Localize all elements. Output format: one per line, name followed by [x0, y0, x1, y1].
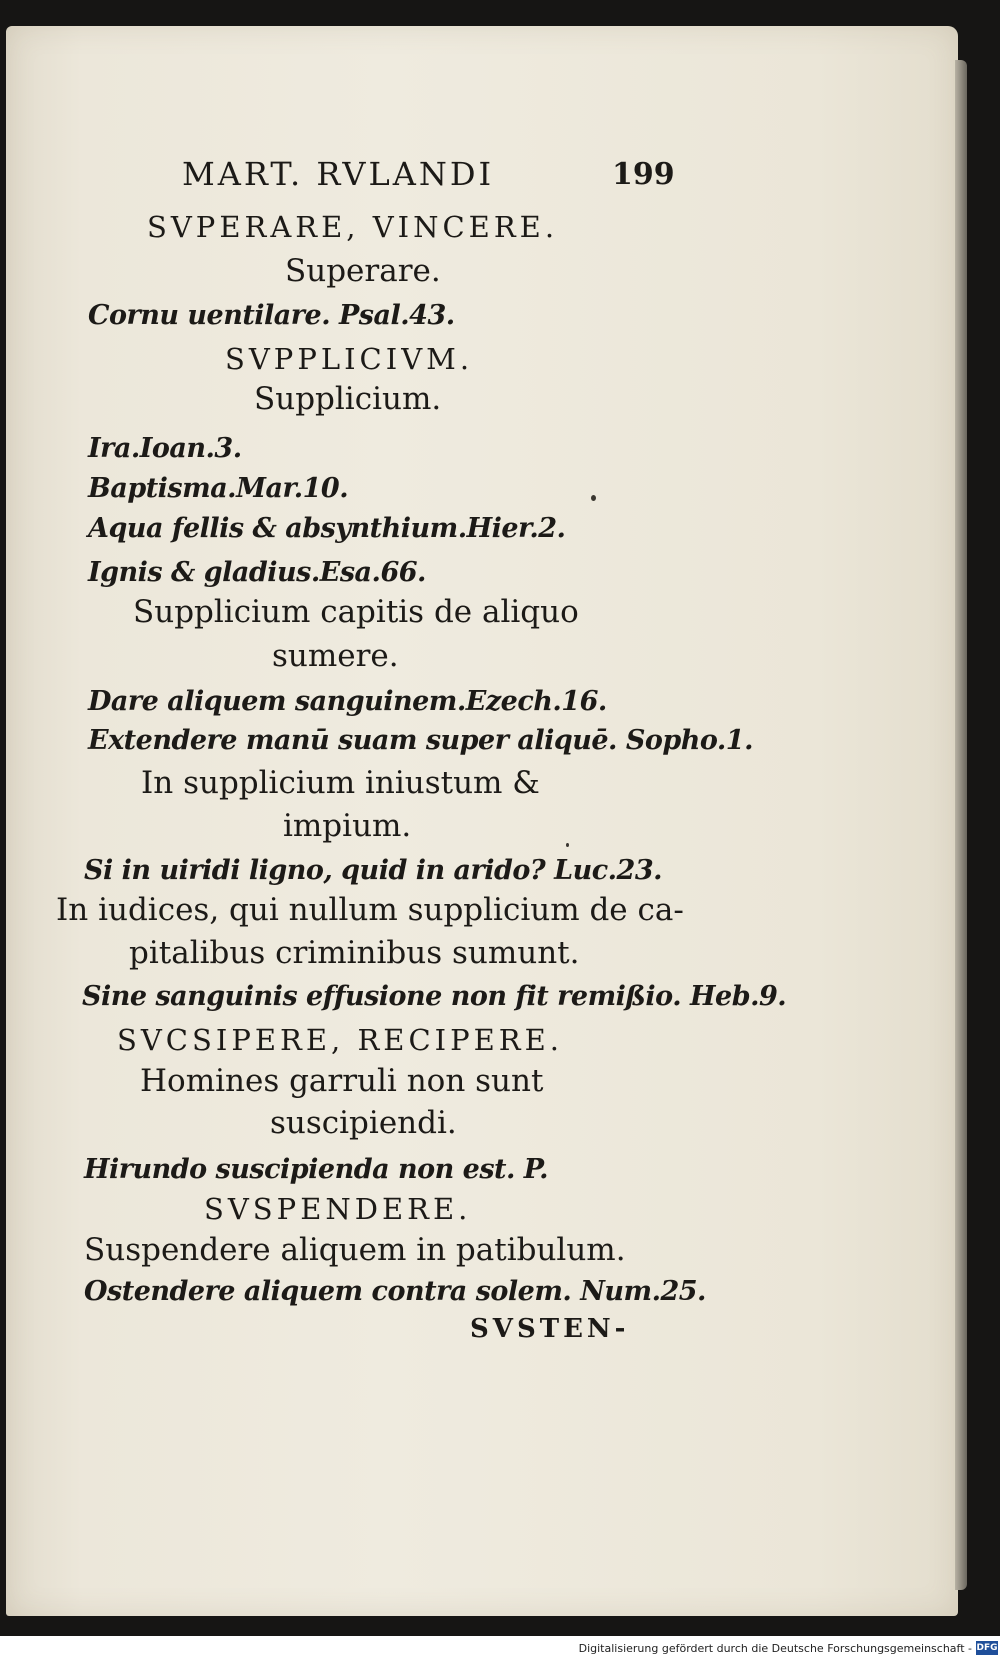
heading-suscipere: SVCSIPERE, RECIPERE. — [117, 1023, 563, 1057]
running-title: MART. RVLANDI — [182, 155, 495, 193]
heading-suspendere: SVSPENDERE. — [204, 1192, 472, 1226]
citation-line: Cornu uentilare. Psal.43. — [88, 300, 455, 331]
heading-superare: SVPERARE, VINCERE. — [147, 210, 559, 244]
heading-supplicium: SVPPLICIVM. — [225, 342, 474, 376]
subheading-superare: Superare. — [285, 253, 441, 289]
subheading-patibulum: Suspendere aliquem in patibulum. — [84, 1232, 626, 1268]
subheading-continued: pitalibus criminibus sumunt. — [129, 935, 580, 971]
citation-line: Ostendere aliquem contra solem. Num.25. — [84, 1276, 706, 1307]
citation-line: Sine sanguinis effusione non fit remißio. Heb.9. — [82, 981, 787, 1012]
subheading-continued: impium. — [283, 808, 412, 844]
book-page — [6, 26, 958, 1616]
dfg-logo: DFG — [976, 1643, 998, 1653]
ink-speck — [566, 843, 569, 847]
citation-line: Extendere manū suam super aliquē. Sopho.1. — [88, 725, 753, 756]
subheading-continued: sumere. — [272, 638, 399, 674]
subheading-supplicium-capitis: Supplicium capitis de aliquo — [133, 594, 579, 630]
subheading-continued: suscipiendi. — [270, 1105, 457, 1141]
digitization-credit: Digitalisierung gefördert durch die Deutsche Forschungsgemeinschaft - — [578, 1642, 972, 1655]
subheading-iniustum: In supplicium iniustum & — [141, 765, 540, 801]
ink-speck — [591, 495, 596, 501]
citation-line: Aqua fellis & absynthium.Hier.2. — [88, 513, 566, 544]
citation-line: Hirundo suscipienda non est. P. — [84, 1154, 549, 1185]
page-edge — [955, 60, 967, 1590]
citation-line: Baptisma.Mar.10. — [88, 473, 349, 504]
subheading-supplicium: Supplicium. — [254, 381, 442, 417]
citation-line: Ignis & gladius.Esa.66. — [88, 557, 426, 588]
subheading-iudices: In iudices, qui nullum supplicium de ca- — [56, 892, 684, 928]
page-number: 199 — [612, 157, 675, 192]
catchword: SVSTEN- — [470, 1314, 630, 1344]
citation-line: Si in uiridi ligno, quid in arido? Luc.23. — [84, 855, 663, 886]
subheading-garruli: Homines garruli non sunt — [140, 1063, 544, 1099]
citation-line: Ira.Ioan.3. — [88, 433, 242, 464]
citation-line: Dare aliquem sanguinem.Ezech.16. — [88, 686, 607, 717]
